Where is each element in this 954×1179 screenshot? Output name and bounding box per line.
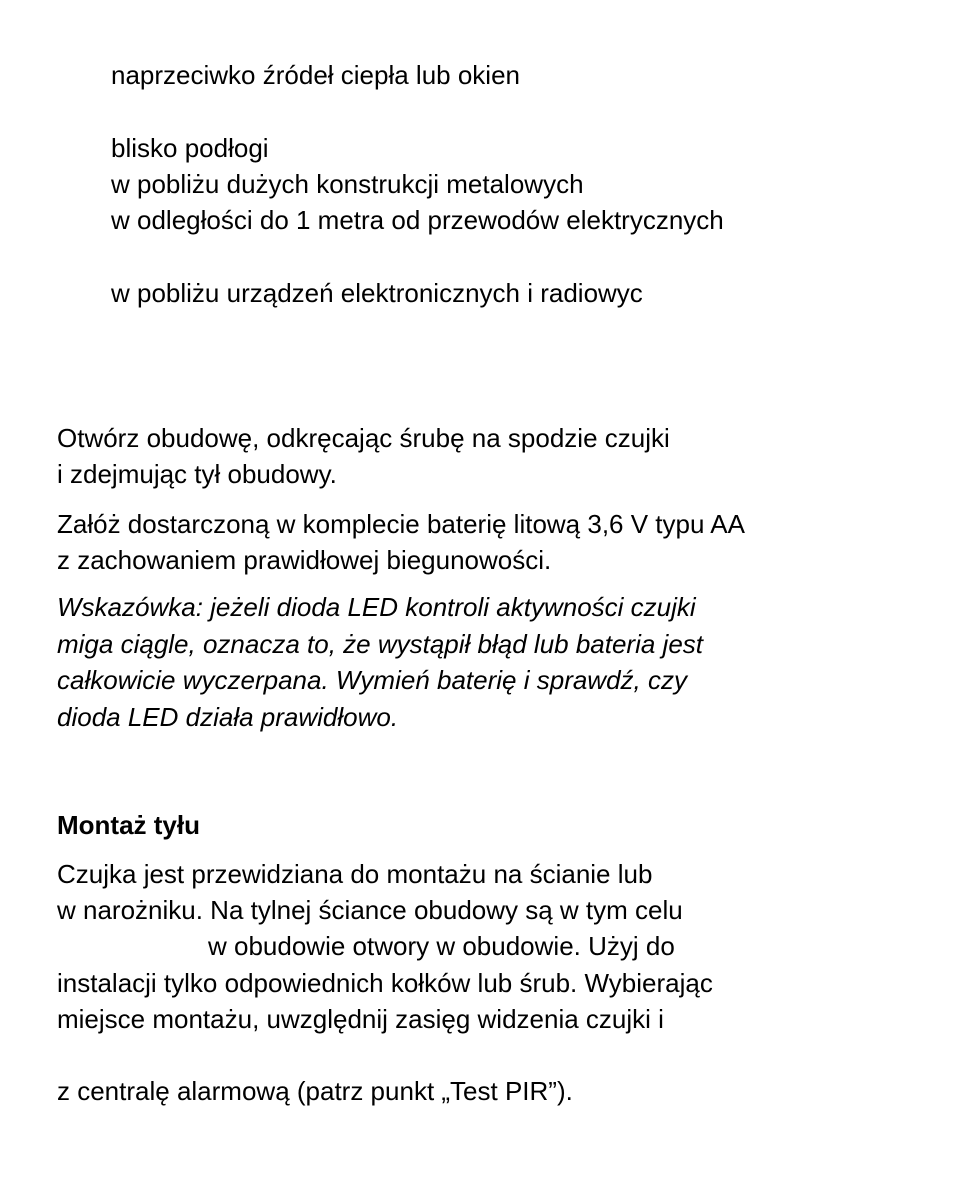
hint-line: miga ciągle, oznacza to, że wystąpił błąd lub bateria jest [57,629,704,659]
paragraph-line: i zdejmując tył obudowy. [57,459,337,489]
paragraph-line: w narożniku. Na tylnej ściance obudowy są w tym celu [57,895,683,925]
list-item: blisko podłogi [111,133,269,163]
list-item: w pobliżu urządzeń elektronicznych i radiowyc [111,278,643,308]
paragraph-line: instalacji tylko odpowiednich kołków lub śrub. Wybierając [57,968,713,998]
list-item: w odległości do 1 metra od przewodów elektrycznych [111,205,724,235]
hint-line: Wskazówka: jeżeli dioda LED kontroli aktywności czujki [57,592,696,622]
paragraph-line: miejsce montażu, uwzględnij zasięg widzenia czujki i [57,1004,664,1034]
paragraph-line: z centralę alarmową (patrz punkt „Test PIR”). [57,1076,573,1106]
paragraph-line: Załóż dostarczoną w komplecie baterię litową 3,6 V typu AA [57,509,745,539]
paragraph-line: Otwórz obudowę, odkręcając śrubę na spodzie czujki [57,423,670,453]
list-item: w pobliżu dużych konstrukcji metalowych [111,169,584,199]
hint-line: dioda LED działa prawidłowo. [57,702,399,732]
list-item: naprzeciwko źródeł ciepła lub okien [111,60,521,90]
hint-line: całkowicie wyczerpana. Wymień baterię i sprawdź, czy [57,665,687,695]
paragraph-line: w obudowie otwory w obudowie. Użyj do [208,931,675,961]
section-heading: Montaż tyłu [57,810,200,840]
paragraph-line: Czujka jest przewidziana do montażu na ścianie lub [57,859,653,889]
paragraph-line: z zachowaniem prawidłowej biegunowości. [57,545,552,575]
